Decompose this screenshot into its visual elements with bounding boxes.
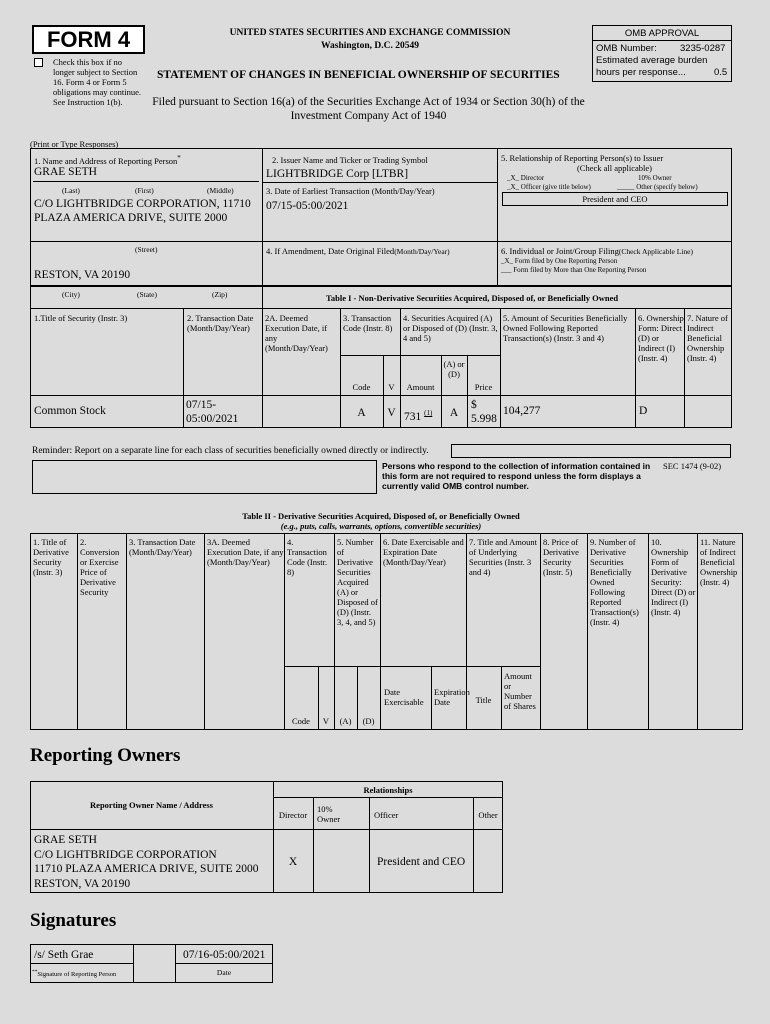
table2-title: Table II - Derivative Securities Acquired, Disposed of, or Beneficially Owned bbox=[242, 511, 520, 521]
t1-row-aord: A bbox=[449, 407, 459, 419]
owners-col-name: Reporting Owner Name / Address bbox=[90, 800, 213, 810]
t1-sub-code: Code bbox=[352, 382, 371, 392]
omb-hours: 0.5 bbox=[714, 67, 728, 78]
other-option[interactable]: _____ Other (specify below) bbox=[617, 183, 698, 191]
t1-col6: 6. Ownership Form: Direct (D) or Indirect (I) (Instr. 4) bbox=[638, 313, 684, 363]
t2-sub-v: V bbox=[322, 716, 330, 726]
reporting-person-city-state: RESTON, VA 20190 bbox=[34, 269, 131, 281]
reporting-person-address: C/O LIGHTBRIDGE CORPORATION, 11710 PLAZA AMERICA DRIVE, SUITE 2000 bbox=[34, 198, 251, 224]
omb-hours-label: hours per response... bbox=[596, 67, 686, 78]
checkbox-instruction: Check this box if no longer subject to Section 16. Form 4 or Form 5 obligations may continue. See Instruction 1(b). bbox=[53, 57, 142, 107]
owner-director: X bbox=[288, 856, 298, 868]
t2-col2: 2. Conversion or Exercise Price of Derivative Security bbox=[80, 537, 120, 597]
omb-burden: Estimated average burden bbox=[596, 55, 708, 66]
t1-sub-amount: Amount bbox=[406, 382, 435, 392]
filing-one-person[interactable]: _X_ Form filed by One Reporting Person bbox=[501, 257, 618, 265]
agency-city: Washington, D.C. 20549 bbox=[321, 41, 419, 51]
t1-col5: 5. Amount of Securities Beneficially Owned Following Reported Transaction(s) (Instr. 3 and 4) bbox=[503, 313, 628, 343]
owner10-option[interactable]: 10% Owner bbox=[638, 174, 672, 182]
t2-sub-code: Code bbox=[292, 716, 310, 726]
agency-name: UNITED STATES SECURITIES AND EXCHANGE COMMISSION bbox=[229, 28, 511, 38]
owner-addr2: 11710 PLAZA AMERICA DRIVE, SUITE 2000 bbox=[34, 863, 259, 875]
reporting-person-name: GRAE SETH bbox=[34, 166, 97, 178]
filing-multiple-persons[interactable]: ___ Form filed by More than One Reporting Person bbox=[501, 266, 647, 274]
t1-row-amount: 731 $^{(1)}$ bbox=[404, 409, 433, 423]
t2-sub-a: (A) bbox=[339, 716, 352, 726]
officer-title: President and CEO bbox=[582, 194, 648, 204]
earliest-date-label: 3. Date of Earliest Transaction (Month/Day/Year) bbox=[266, 186, 435, 196]
owner-officer-title: President and CEO bbox=[377, 856, 466, 868]
reporting-person-label: 1. Name and Address of Reporting Person* bbox=[34, 154, 181, 166]
t1-col3: 3. Transaction Code (Instr. 8) bbox=[343, 313, 393, 333]
reminder-box-left bbox=[32, 460, 377, 494]
t2-sub-expiration: Expiration Date bbox=[434, 687, 470, 707]
t1-row-code: A bbox=[357, 407, 366, 419]
t1-sub-v: V bbox=[388, 382, 395, 392]
t2-col3a: 3A. Deemed Execution Date, if any (Month/Day/Year) bbox=[207, 537, 284, 567]
last-label: (Last) bbox=[62, 186, 80, 195]
t2-sub-title: Title bbox=[475, 695, 492, 705]
owner-name: GRAE SETH bbox=[34, 834, 97, 846]
owner-addr1: C/O LIGHTBRIDGE CORPORATION bbox=[34, 849, 217, 861]
zip-label: (Zip) bbox=[212, 290, 228, 299]
t1-col4: 4. Securities Acquired (A) or Disposed of (D) (Instr. 3, 4 and 5) bbox=[403, 313, 498, 343]
signature-date-label: Date bbox=[216, 968, 232, 977]
signatures-heading: Signatures bbox=[30, 910, 117, 931]
issuer-label: 2. Issuer Name and Ticker or Trading Symbol bbox=[272, 155, 428, 165]
t1-col2: 2. Transaction Date (Month/Day/Year) bbox=[187, 313, 254, 333]
street-label: (Street) bbox=[135, 245, 158, 254]
footnote-link[interactable]: (1) bbox=[424, 409, 433, 417]
director-option[interactable]: _X_ Director bbox=[507, 174, 545, 182]
middle-label: (Middle) bbox=[207, 186, 234, 195]
reminder: Reminder: Report on a separate line for each class of securities beneficially owned directly or indirectly. bbox=[32, 446, 429, 456]
t1-row-owned: 104,277 bbox=[503, 405, 541, 417]
relationship-label: 5. Relationship of Reporting Person(s) to Issuer bbox=[501, 153, 664, 163]
statement-title: STATEMENT OF CHANGES IN BENEFICIAL OWNERSHIP OF SECURITIES bbox=[157, 69, 560, 81]
t2-col1: 1. Title of Derivative Security (Instr. 3) bbox=[33, 537, 69, 577]
t2-sub-d: (D) bbox=[362, 716, 375, 726]
first-label: (First) bbox=[135, 186, 154, 195]
officer-option[interactable]: _X_ Officer (give title below) bbox=[507, 183, 591, 191]
t1-sub-aord: (A) or (D) bbox=[443, 359, 465, 379]
filed-pursuant: Filed pursuant to Section 16(a) of the Securities Exchange Act of 1934 or Section 30(h) of the Investment Company Act of 1940 bbox=[152, 96, 585, 122]
no-longer-subject-checkbox[interactable] bbox=[34, 58, 43, 67]
owner-addr3: RESTON, VA 20190 bbox=[34, 878, 131, 890]
t2-col8: 8. Price of Derivative Security (Instr. 5) bbox=[543, 537, 579, 577]
t1-sub-price: Price bbox=[474, 382, 493, 392]
t1-col2a: 2A. Deemed Execution Date, if any (Month/Day/Year) bbox=[265, 313, 328, 353]
t1-row-v: V bbox=[387, 407, 396, 419]
omb-divider bbox=[592, 40, 732, 41]
reporting-owners-heading: Reporting Owners bbox=[30, 745, 181, 766]
table2-subtitle: (e.g., puts, calls, warrants, options, convertible securities) bbox=[280, 521, 482, 531]
t2-col4: 4. Transaction Code (Instr. 8) bbox=[287, 537, 328, 577]
t1-col1: 1.Title of Security (Instr. 3) bbox=[34, 313, 128, 323]
omb-number: 3235-0287 bbox=[680, 43, 726, 54]
signature-label: **Signature of Reporting Person bbox=[32, 969, 117, 979]
t1-col7: 7. Nature of Indirect Beneficial Ownership (Instr. 4) bbox=[687, 313, 728, 363]
city-label: (City) bbox=[62, 290, 80, 299]
omb-number-label: OMB Number: bbox=[596, 43, 657, 54]
persons-note: Persons who respond to the collection of information contained in this form are not required to respond unless the form displays a currently valid OMB control number. bbox=[382, 461, 651, 491]
t2-col5: 5. Number of Derivative Securities Acquired (A) or Disposed of (D) (Instr. 3, 4, and 5) bbox=[337, 537, 378, 627]
signature-date: 07/16-05:00/2021 bbox=[183, 949, 266, 961]
t1-row-price: $ 5.998 bbox=[471, 399, 497, 425]
t2-sub-amount: Amount or Number of Shares bbox=[504, 671, 536, 711]
filing-label: 6. Individual or Joint/Group Filing(Check Applicable Line) bbox=[501, 246, 693, 256]
t1-row-title: Common Stock bbox=[34, 405, 106, 417]
owners-col-director: Director bbox=[278, 810, 308, 820]
owners-col-other: Other bbox=[478, 810, 498, 820]
t2-col7: 7. Title and Amount of Underlying Securities (Instr. 3 and 4) bbox=[469, 537, 538, 577]
state-label: (State) bbox=[137, 290, 157, 299]
issuer-value: LIGHTBRIDGE Corp [LTBR] bbox=[266, 168, 409, 180]
t2-col3: 3. Transaction Date (Month/Day/Year) bbox=[129, 537, 196, 557]
t2-col9: 9. Number of Derivative Securities Beneficially Owned Following Reported Transaction(s) (Instr. 4) bbox=[590, 537, 639, 627]
reminder-box-right bbox=[451, 444, 731, 458]
omb-title: OMB APPROVAL bbox=[624, 28, 700, 39]
sec-code: SEC 1474 (9-02) bbox=[663, 461, 722, 471]
amendment-label: 4. If Amendment, Date Original Filed(Month/Day/Year) bbox=[266, 246, 450, 256]
print-note: (Print or Type Responses) bbox=[30, 139, 119, 149]
owners-relationships: Relationships bbox=[363, 785, 413, 795]
relationship-sub: (Check all applicable) bbox=[576, 163, 653, 173]
owners-col-officer: Officer bbox=[374, 810, 399, 820]
owners-col-owner10: 10% Owner bbox=[317, 804, 341, 824]
t2-col6: 6. Date Exercisable and Expiration Date (Month/Day/Year) bbox=[383, 537, 464, 567]
t2-sub-exercisable: Date Exercisable bbox=[384, 687, 424, 707]
t1-row-date: 07/15-05:00/2021 bbox=[186, 399, 239, 425]
form-title: FORM 4 bbox=[46, 27, 131, 52]
t2-col10: 10. Ownership Form of Derivative Security: Direct (D) or Indirect (I) (Instr. 4) bbox=[651, 537, 696, 617]
t1-row-form: D bbox=[639, 405, 648, 417]
t2-col11: 11. Nature of Indirect Beneficial Ownership (Instr. 4) bbox=[700, 537, 738, 587]
signer: /s/ Seth Grae bbox=[34, 949, 94, 961]
table1-title: Table I - Non-Derivative Securities Acquired, Disposed of, or Beneficially Owned bbox=[326, 293, 619, 303]
earliest-date-value: 07/15-05:00/2021 bbox=[266, 200, 349, 212]
